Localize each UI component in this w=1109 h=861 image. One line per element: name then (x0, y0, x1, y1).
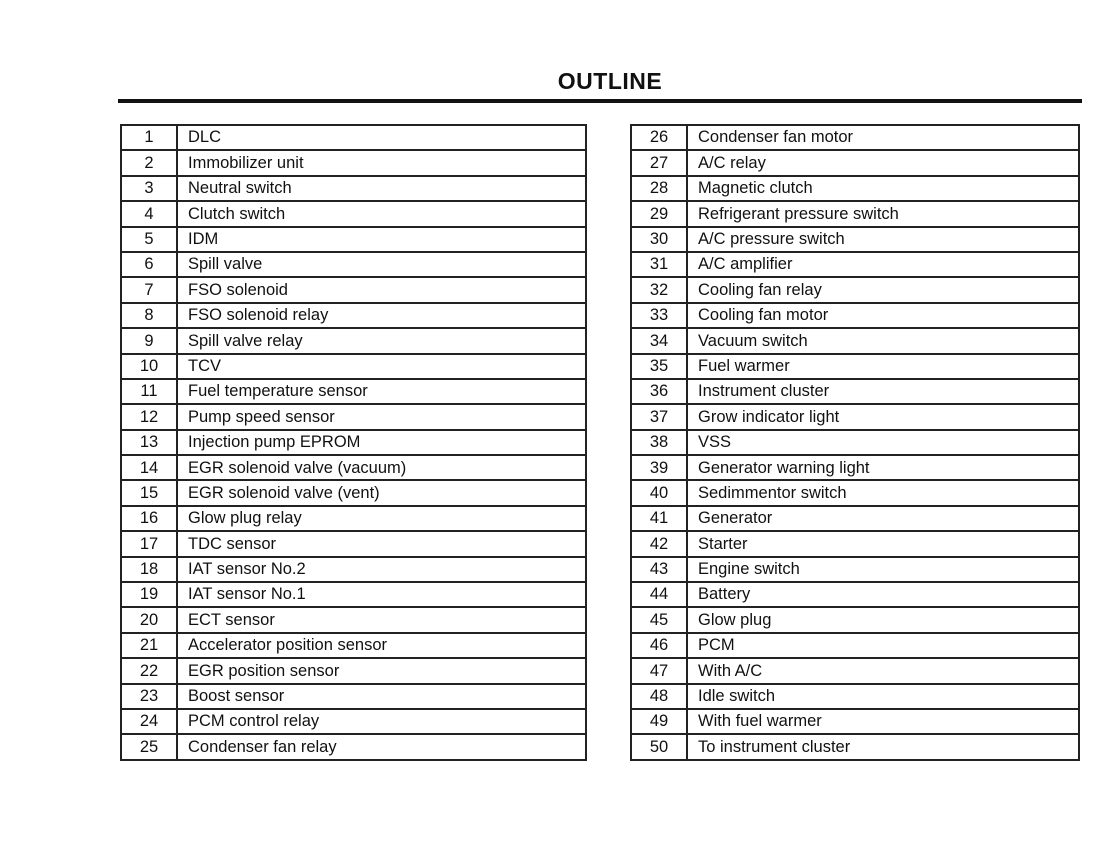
item-number: 48 (631, 684, 687, 709)
item-label: Refrigerant pressure switch (687, 201, 1079, 226)
item-label: A/C amplifier (687, 252, 1079, 277)
item-number: 29 (631, 201, 687, 226)
item-label: Sedimmentor switch (687, 480, 1079, 505)
item-number: 11 (121, 379, 177, 404)
table-row (121, 557, 586, 582)
table-row (121, 176, 586, 201)
item-label: Fuel warmer (687, 354, 1079, 379)
table-row (631, 455, 1079, 480)
item-label: Spill valve relay (177, 328, 586, 353)
item-label: IAT sensor No.2 (177, 557, 586, 582)
item-number: 42 (631, 531, 687, 556)
table-row (121, 379, 586, 404)
item-label: FSO solenoid (177, 277, 586, 302)
item-label: Generator warning light (687, 455, 1079, 480)
table-row (121, 709, 586, 734)
item-label: Cooling fan motor (687, 303, 1079, 328)
table-row (121, 684, 586, 709)
item-label: FSO solenoid relay (177, 303, 586, 328)
item-number: 10 (121, 354, 177, 379)
table-row (631, 328, 1079, 353)
table-row (121, 277, 586, 302)
item-label: A/C pressure switch (687, 227, 1079, 252)
item-number: 9 (121, 328, 177, 353)
item-label: Instrument cluster (687, 379, 1079, 404)
item-number: 4 (121, 201, 177, 226)
table-row (631, 303, 1079, 328)
item-number: 7 (121, 277, 177, 302)
item-label: EGR solenoid valve (vent) (177, 480, 586, 505)
item-label: IDM (177, 227, 586, 252)
item-label: TCV (177, 354, 586, 379)
item-label: Engine switch (687, 557, 1079, 582)
table-row (631, 557, 1079, 582)
parts-table-left (120, 124, 587, 761)
table-row (631, 684, 1079, 709)
item-number: 34 (631, 328, 687, 353)
table-row (631, 125, 1079, 150)
table-row (631, 734, 1079, 759)
item-number: 8 (121, 303, 177, 328)
table-row (631, 658, 1079, 683)
title-rule (118, 99, 1082, 103)
item-number: 25 (121, 734, 177, 759)
table-row (631, 277, 1079, 302)
table-row (121, 354, 586, 379)
table-row (631, 430, 1079, 455)
table-row (121, 430, 586, 455)
table-row (121, 150, 586, 175)
item-label: Idle switch (687, 684, 1079, 709)
item-label: Boost sensor (177, 684, 586, 709)
item-number: 32 (631, 277, 687, 302)
table-row (631, 354, 1079, 379)
item-label: Fuel temperature sensor (177, 379, 586, 404)
item-label: Vacuum switch (687, 328, 1079, 353)
item-number: 47 (631, 658, 687, 683)
item-label: A/C relay (687, 150, 1079, 175)
item-number: 36 (631, 379, 687, 404)
table-row (631, 150, 1079, 175)
item-label: Neutral switch (177, 176, 586, 201)
item-number: 26 (631, 125, 687, 150)
table-row (631, 252, 1079, 277)
item-number: 15 (121, 480, 177, 505)
item-number: 19 (121, 582, 177, 607)
table-row (121, 455, 586, 480)
table-row (631, 404, 1079, 429)
item-label: Accelerator position sensor (177, 633, 586, 658)
item-label: Glow plug (687, 607, 1079, 632)
table-row (121, 607, 586, 632)
item-number: 20 (121, 607, 177, 632)
item-label: ECT sensor (177, 607, 586, 632)
item-number: 14 (121, 455, 177, 480)
item-number: 13 (121, 430, 177, 455)
table-row (631, 531, 1079, 556)
item-label: Glow plug relay (177, 506, 586, 531)
table-row (121, 328, 586, 353)
item-number: 18 (121, 557, 177, 582)
item-number: 40 (631, 480, 687, 505)
item-label: Generator (687, 506, 1079, 531)
item-number: 2 (121, 150, 177, 175)
item-number: 24 (121, 709, 177, 734)
item-label: Cooling fan relay (687, 277, 1079, 302)
item-number: 37 (631, 404, 687, 429)
table-row (121, 480, 586, 505)
item-label: With A/C (687, 658, 1079, 683)
item-label: Condenser fan relay (177, 734, 586, 759)
item-number: 3 (121, 176, 177, 201)
item-label: Pump speed sensor (177, 404, 586, 429)
item-number: 44 (631, 582, 687, 607)
table-row (121, 582, 586, 607)
item-number: 23 (121, 684, 177, 709)
table-row (631, 607, 1079, 632)
item-label: Battery (687, 582, 1079, 607)
item-label: EGR solenoid valve (vacuum) (177, 455, 586, 480)
item-label: IAT sensor No.1 (177, 582, 586, 607)
table-row (631, 480, 1079, 505)
item-number: 33 (631, 303, 687, 328)
table-row (121, 252, 586, 277)
parts-table-left-body (121, 125, 586, 760)
table-row (121, 506, 586, 531)
item-label: Grow indicator light (687, 404, 1079, 429)
item-number: 21 (121, 633, 177, 658)
table-row (631, 379, 1079, 404)
table-row (631, 201, 1079, 226)
item-number: 31 (631, 252, 687, 277)
parts-table-right-body (631, 125, 1079, 760)
item-label: To instrument cluster (687, 734, 1079, 759)
table-row (121, 531, 586, 556)
item-number: 41 (631, 506, 687, 531)
table-row (121, 303, 586, 328)
page-title: OUTLINE (557, 68, 663, 94)
item-number: 12 (121, 404, 177, 429)
table-row (121, 658, 586, 683)
item-number: 22 (121, 658, 177, 683)
item-number: 49 (631, 709, 687, 734)
item-number: 38 (631, 430, 687, 455)
item-label: Immobilizer unit (177, 150, 586, 175)
item-number: 1 (121, 125, 177, 150)
item-number: 30 (631, 227, 687, 252)
table-row (631, 633, 1079, 658)
item-number: 16 (121, 506, 177, 531)
item-label: TDC sensor (177, 531, 586, 556)
item-number: 28 (631, 176, 687, 201)
item-number: 46 (631, 633, 687, 658)
table-row (121, 404, 586, 429)
item-label: VSS (687, 430, 1079, 455)
table-row (631, 227, 1079, 252)
item-label: Condenser fan motor (687, 125, 1079, 150)
item-number: 35 (631, 354, 687, 379)
item-number: 50 (631, 734, 687, 759)
table-row (121, 734, 586, 759)
item-number: 45 (631, 607, 687, 632)
table-row (121, 633, 586, 658)
table-row (121, 227, 586, 252)
table-row (631, 709, 1079, 734)
item-number: 6 (121, 252, 177, 277)
item-label: Starter (687, 531, 1079, 556)
item-label: PCM (687, 633, 1079, 658)
item-label: EGR position sensor (177, 658, 586, 683)
item-label: Injection pump EPROM (177, 430, 586, 455)
item-number: 27 (631, 150, 687, 175)
item-number: 39 (631, 455, 687, 480)
item-label: DLC (177, 125, 586, 150)
item-label: PCM control relay (177, 709, 586, 734)
item-number: 17 (121, 531, 177, 556)
item-label: Magnetic clutch (687, 176, 1079, 201)
table-row (121, 125, 586, 150)
parts-table-right (630, 124, 1080, 761)
item-number: 5 (121, 227, 177, 252)
table-row (631, 506, 1079, 531)
table-row (121, 201, 586, 226)
item-label: With fuel warmer (687, 709, 1079, 734)
table-row (631, 582, 1079, 607)
table-row (631, 176, 1079, 201)
item-label: Clutch switch (177, 201, 586, 226)
item-label: Spill valve (177, 252, 586, 277)
item-number: 43 (631, 557, 687, 582)
